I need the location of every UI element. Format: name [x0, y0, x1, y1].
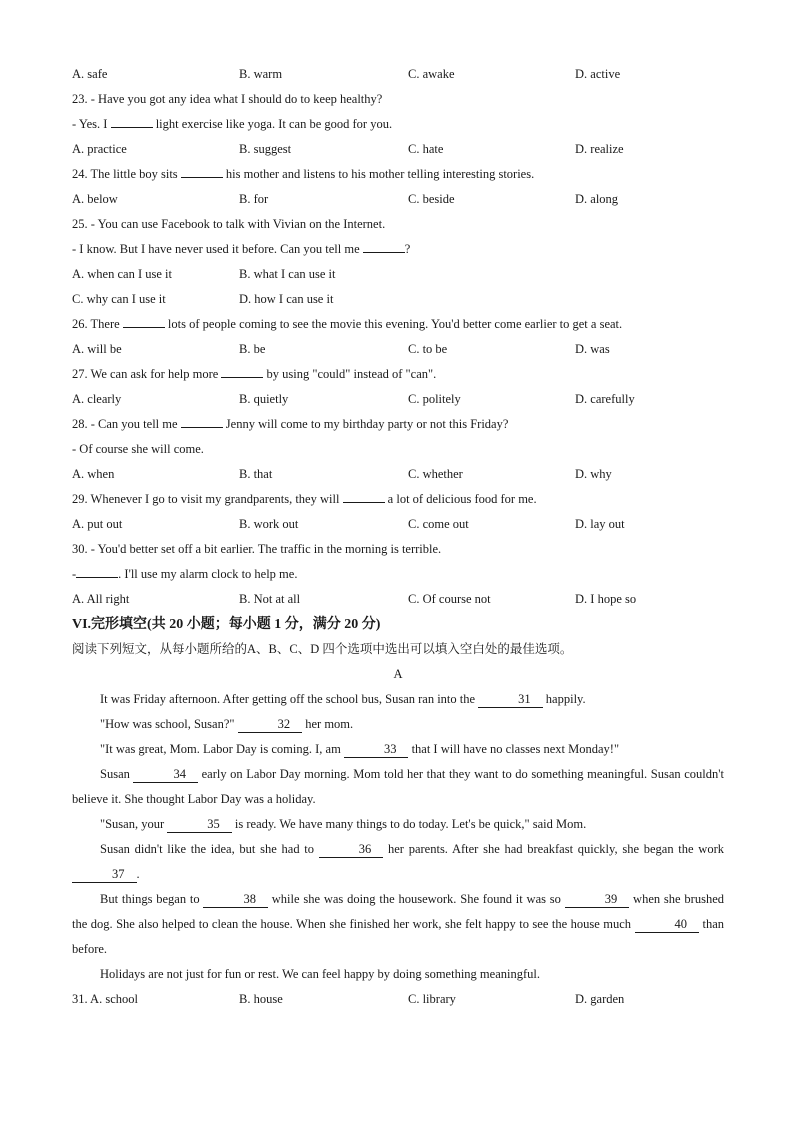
- option-a: A. put out: [72, 517, 123, 531]
- option-d: D. along: [575, 192, 619, 206]
- answer-blank: [343, 490, 385, 503]
- passage-paragraph-5: "Susan, your 35 is ready. We have many things to do today. Let's be quick," said Mom.: [100, 817, 587, 831]
- option-b: B. Not at all: [239, 592, 301, 606]
- q28-answer-line: - Of course she will come.: [72, 442, 204, 456]
- blank-39: 39: [565, 891, 630, 908]
- q23-answer-line: - Yes. I light exercise like yoga. It can be good for you.: [72, 117, 393, 131]
- q28-stem: 28. - Can you tell me Jenny will come to my birthday party or not this Friday?: [72, 417, 509, 431]
- q22-options: [72, 62, 724, 87]
- section-title: VI.完形填空(共 20 小题；每小题 1 分，满分 20 分): [72, 617, 381, 632]
- passage-paragraph-2: "How was school, Susan?" 32 her mom.: [100, 717, 354, 731]
- q30-options: [72, 587, 724, 612]
- q28-options: [72, 462, 724, 487]
- option-d: D. I hope so: [575, 592, 637, 606]
- option-a: A. safe: [72, 67, 108, 81]
- blank-34: 34: [133, 766, 198, 783]
- option-c: C. politely: [408, 392, 461, 406]
- exam-page: [72, 62, 724, 1012]
- passage-paragraph-3: "It was great, Mom. Labor Day is coming. I, am 33 that I will have no classes next Monday!": [100, 742, 620, 756]
- blank-31: 31: [478, 691, 543, 708]
- option-d: D. active: [575, 67, 621, 81]
- option-a: A. clearly: [72, 392, 122, 406]
- option-d: D. why: [575, 467, 612, 481]
- blank-36: 36: [319, 841, 384, 858]
- option-a: A. All right: [72, 592, 130, 606]
- q27-stem: 27. We can ask for help more by using "could" instead of "can".: [72, 367, 437, 381]
- q27-options: [72, 387, 724, 412]
- answer-blank: [111, 115, 153, 128]
- passage-paragraph-7: But things began to 38 while she was doing the housework. She found it was so 39 when she brushed the dog. She also helped to clean the house. When she finished her work, she felt happy to see the house much 40 than before.: [72, 892, 724, 956]
- option-b: B. quietly: [239, 392, 289, 406]
- passage-label: A: [393, 667, 403, 681]
- q24-stem: 24. The little boy sits his mother and listens to his mother telling interesting stories.: [72, 167, 535, 181]
- answer-blank: [363, 240, 405, 253]
- q26-options: [72, 337, 724, 362]
- option-c: C. Of course not: [408, 592, 491, 606]
- q25-options-row2: [72, 287, 724, 312]
- blank-37: 37: [72, 866, 137, 883]
- q29-stem: 29. Whenever I go to visit my grandparents, they will a lot of delicious food for me.: [72, 492, 537, 506]
- answer-blank: [76, 565, 118, 578]
- q23-stem: 23. - Have you got any idea what I should do to keep healthy?: [72, 92, 383, 106]
- option-c: C. awake: [408, 67, 455, 81]
- option-b: B. what I can use it: [239, 267, 336, 281]
- answer-blank: [221, 365, 263, 378]
- blank-33: 33: [344, 741, 409, 758]
- passage-paragraph-8: Holidays are not just for fun or rest. We can feel happy by doing something meaningful.: [100, 967, 540, 981]
- option-a: A. when: [72, 467, 115, 481]
- option-c: C. beside: [408, 192, 455, 206]
- q25-options-row1: [72, 262, 724, 287]
- answer-blank: [123, 315, 165, 328]
- option-a: A. will be: [72, 342, 122, 356]
- section-instruction: 阅读下列短文，从每小题所给的A、B、C、D 四个选项中选出可以填入空白处的最佳选项。: [72, 642, 573, 656]
- option-a: A. when can I use it: [72, 267, 172, 281]
- q30-stem: 30. - You'd better set off a bit earlier. The traffic in the morning is terrible.: [72, 542, 442, 556]
- passage-paragraph-6: Susan didn't like the idea, but she had to 36 her parents. After she had breakfast quickly, she began the work 37 .: [72, 837, 724, 887]
- option-b: B. suggest: [239, 142, 292, 156]
- q31-options: [72, 987, 724, 1012]
- option-b: B. be: [239, 342, 266, 356]
- option-b: B. warm: [239, 67, 283, 81]
- option-c: C. hate: [408, 142, 444, 156]
- option-c: C. come out: [408, 517, 469, 531]
- option-b: B. that: [239, 467, 273, 481]
- option-c: C. whether: [408, 467, 463, 481]
- blank-35: 35: [167, 816, 232, 833]
- option-b: B. work out: [239, 517, 299, 531]
- option-a: 31. A. school: [72, 992, 138, 1006]
- q24-options: [72, 187, 724, 212]
- answer-blank: [181, 415, 223, 428]
- q23-options: [72, 137, 724, 162]
- option-c: C. why can I use it: [72, 292, 166, 306]
- option-a: A. below: [72, 192, 118, 206]
- q30-answer-line: - . I'll use my alarm clock to help me.: [72, 567, 298, 581]
- option-d: D. realize: [575, 142, 624, 156]
- passage-paragraph-4: Susan 34 early on Labor Day morning. Mom told her that they want to do something meaningful. Susan couldn't believe it. She thought Labor Day was a holiday.: [72, 767, 724, 806]
- option-c: C. library: [408, 992, 456, 1006]
- passage-paragraph-1: It was Friday afternoon. After getting off the school bus, Susan ran into the 31 happily.: [100, 692, 586, 706]
- blank-40: 40: [635, 916, 700, 933]
- q25-stem: 25. - You can use Facebook to talk with Vivian on the Internet.: [72, 217, 386, 231]
- q26-stem: 26. There lots of people coming to see the movie this evening. You'd better come earlier to get a seat.: [72, 317, 623, 331]
- option-d: D. lay out: [575, 517, 625, 531]
- option-b: B. for: [239, 192, 269, 206]
- option-d: D. was: [575, 342, 610, 356]
- option-b: B. house: [239, 992, 283, 1006]
- option-c: C. to be: [408, 342, 448, 356]
- blank-32: 32: [238, 716, 303, 733]
- option-d: D. carefully: [575, 392, 635, 406]
- option-d: D. garden: [575, 992, 625, 1006]
- answer-blank: [181, 165, 223, 178]
- q29-options: [72, 512, 724, 537]
- option-a: A. practice: [72, 142, 127, 156]
- blank-38: 38: [203, 891, 268, 908]
- q25-answer-line: - I know. But I have never used it before. Can you tell me ?: [72, 242, 411, 256]
- option-d: D. how I can use it: [239, 292, 334, 306]
